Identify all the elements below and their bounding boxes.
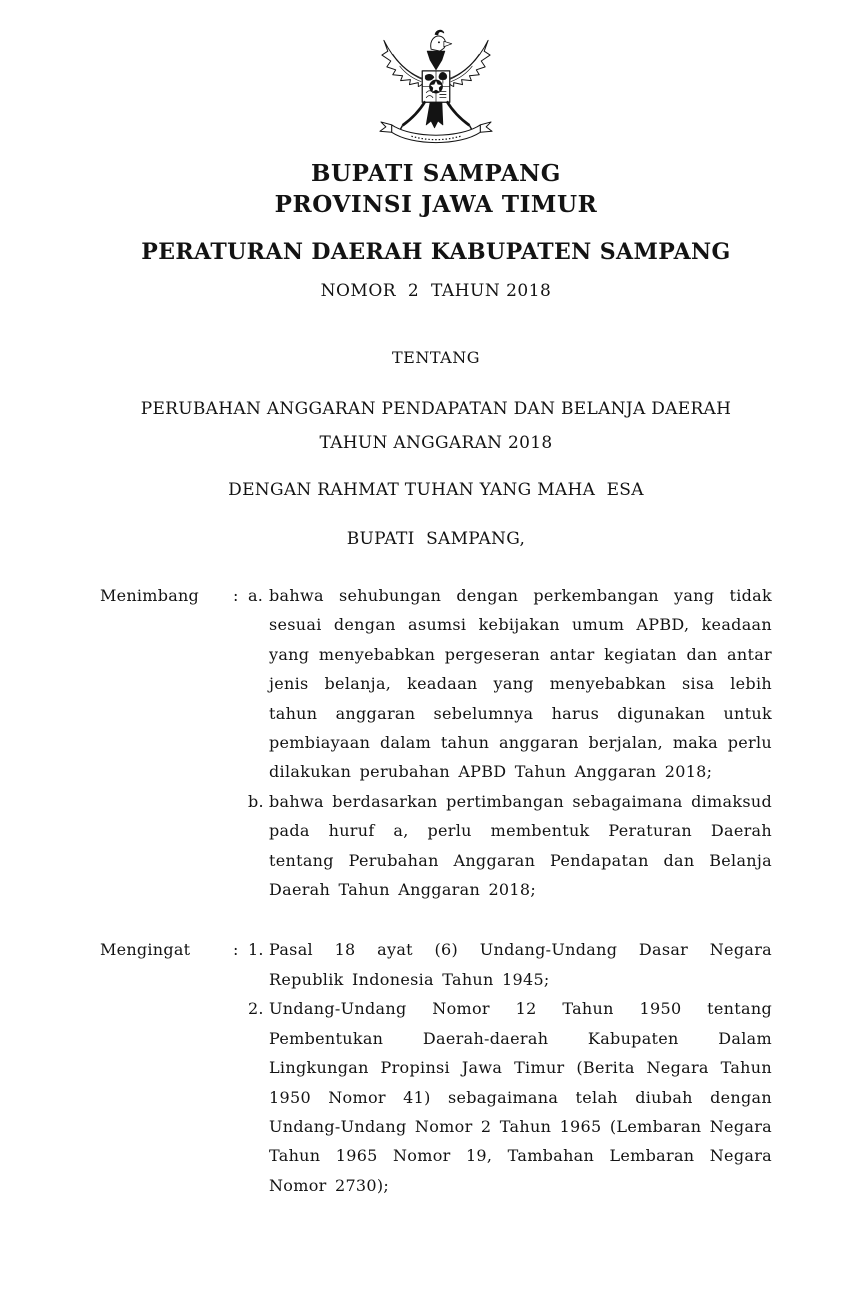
item-marker: 2. (248, 999, 264, 1019)
authority-title: BUPATI SAMPANG (310, 160, 562, 187)
tentang-label: TENTANG (392, 348, 480, 367)
menimbang-item-b (248, 787, 772, 905)
menimbang-item-a (248, 581, 772, 787)
item-marker: b. (248, 791, 264, 811)
pancasila-shield-icon (422, 71, 450, 102)
invocation-line: DENGAN RAHMAT TUHAN YANG MAHA ESA (228, 480, 644, 500)
item-text: bahwa berdasarkan pertimbangan sebagaimana dimaksud pada huruf a, perlu membentuk Peraturan Daerah tentang Perubahan Anggaran Pendapatan dan Belanja Daerah Tahun Anggaran 2018; (269, 791, 772, 900)
garuda-pancasila-emblem (377, 28, 495, 152)
mengingat-item-2 (248, 994, 772, 1200)
mengingat-section (100, 935, 772, 1200)
subject-line-1: PERUBAHAN ANGGARAN PENDAPATAN DAN BELANJA DAERAH (140, 399, 732, 419)
menimbang-section (100, 581, 772, 904)
item-text: Pasal 18 ayat (6) Undang-Undang Dasar Negara Republik Indonesia Tahun 1945; (269, 940, 772, 989)
mengingat-item-1 (248, 935, 772, 994)
subject-line-2: TAHUN ANGGARAN 2018 (319, 433, 553, 453)
mengingat-label: Mengingat (100, 940, 191, 960)
document-title: PERATURAN DAERAH KABUPATEN SAMPANG (141, 239, 731, 265)
mengingat-colon: : (233, 940, 239, 960)
document-number: NOMOR 2 TAHUN 2018 (320, 281, 552, 301)
menimbang-label: Menimbang (100, 586, 200, 605)
tail-feathers-icon (426, 102, 443, 128)
item-text: bahwa sehubungan dengan perkembangan yang tidak sesuai dengan asumsi kebijakan umum APBD, keadaan yang menyebabkan pergeseran antar kegiatan dan antar jenis belanja, keadaan yang menyebabkan sisa lebih tahun anggaran sebelumnya harus digunakan untuk pembiayaan dalam tahun anggaran berjalan, maka perlu dilakukan perubahan APBD Tahun Anggaran 2018; (269, 586, 772, 782)
menimbang-items (248, 581, 772, 904)
mengingat-items (248, 935, 772, 1200)
item-marker: 1. (248, 940, 264, 960)
menimbang-colon: : (233, 586, 239, 605)
authority-subtitle: PROVINSI JAWA TIMUR (274, 191, 598, 218)
item-text: Undang-Undang Nomor 12 Tahun 1950 tentang Pembentukan Daerah-daerah Kabupaten Dalam Lingkungan Propinsi Jawa Timur (Berita Negara Tahun 1950 Nomor 41) sebagaimana telah diubah dengan Undang-Undang Nomor 2 Tahun 1965 (Lembaran Negara Tahun 1965 Nomor 19, Tambahan Lembaran Negara Nomor 2730); (269, 999, 772, 1195)
item-marker: a. (248, 586, 264, 605)
issuer-line: BUPATI SAMPANG, (346, 529, 526, 549)
right-wing-icon (447, 40, 490, 86)
left-wing-icon (382, 40, 425, 86)
eagle-head-icon (427, 30, 452, 70)
